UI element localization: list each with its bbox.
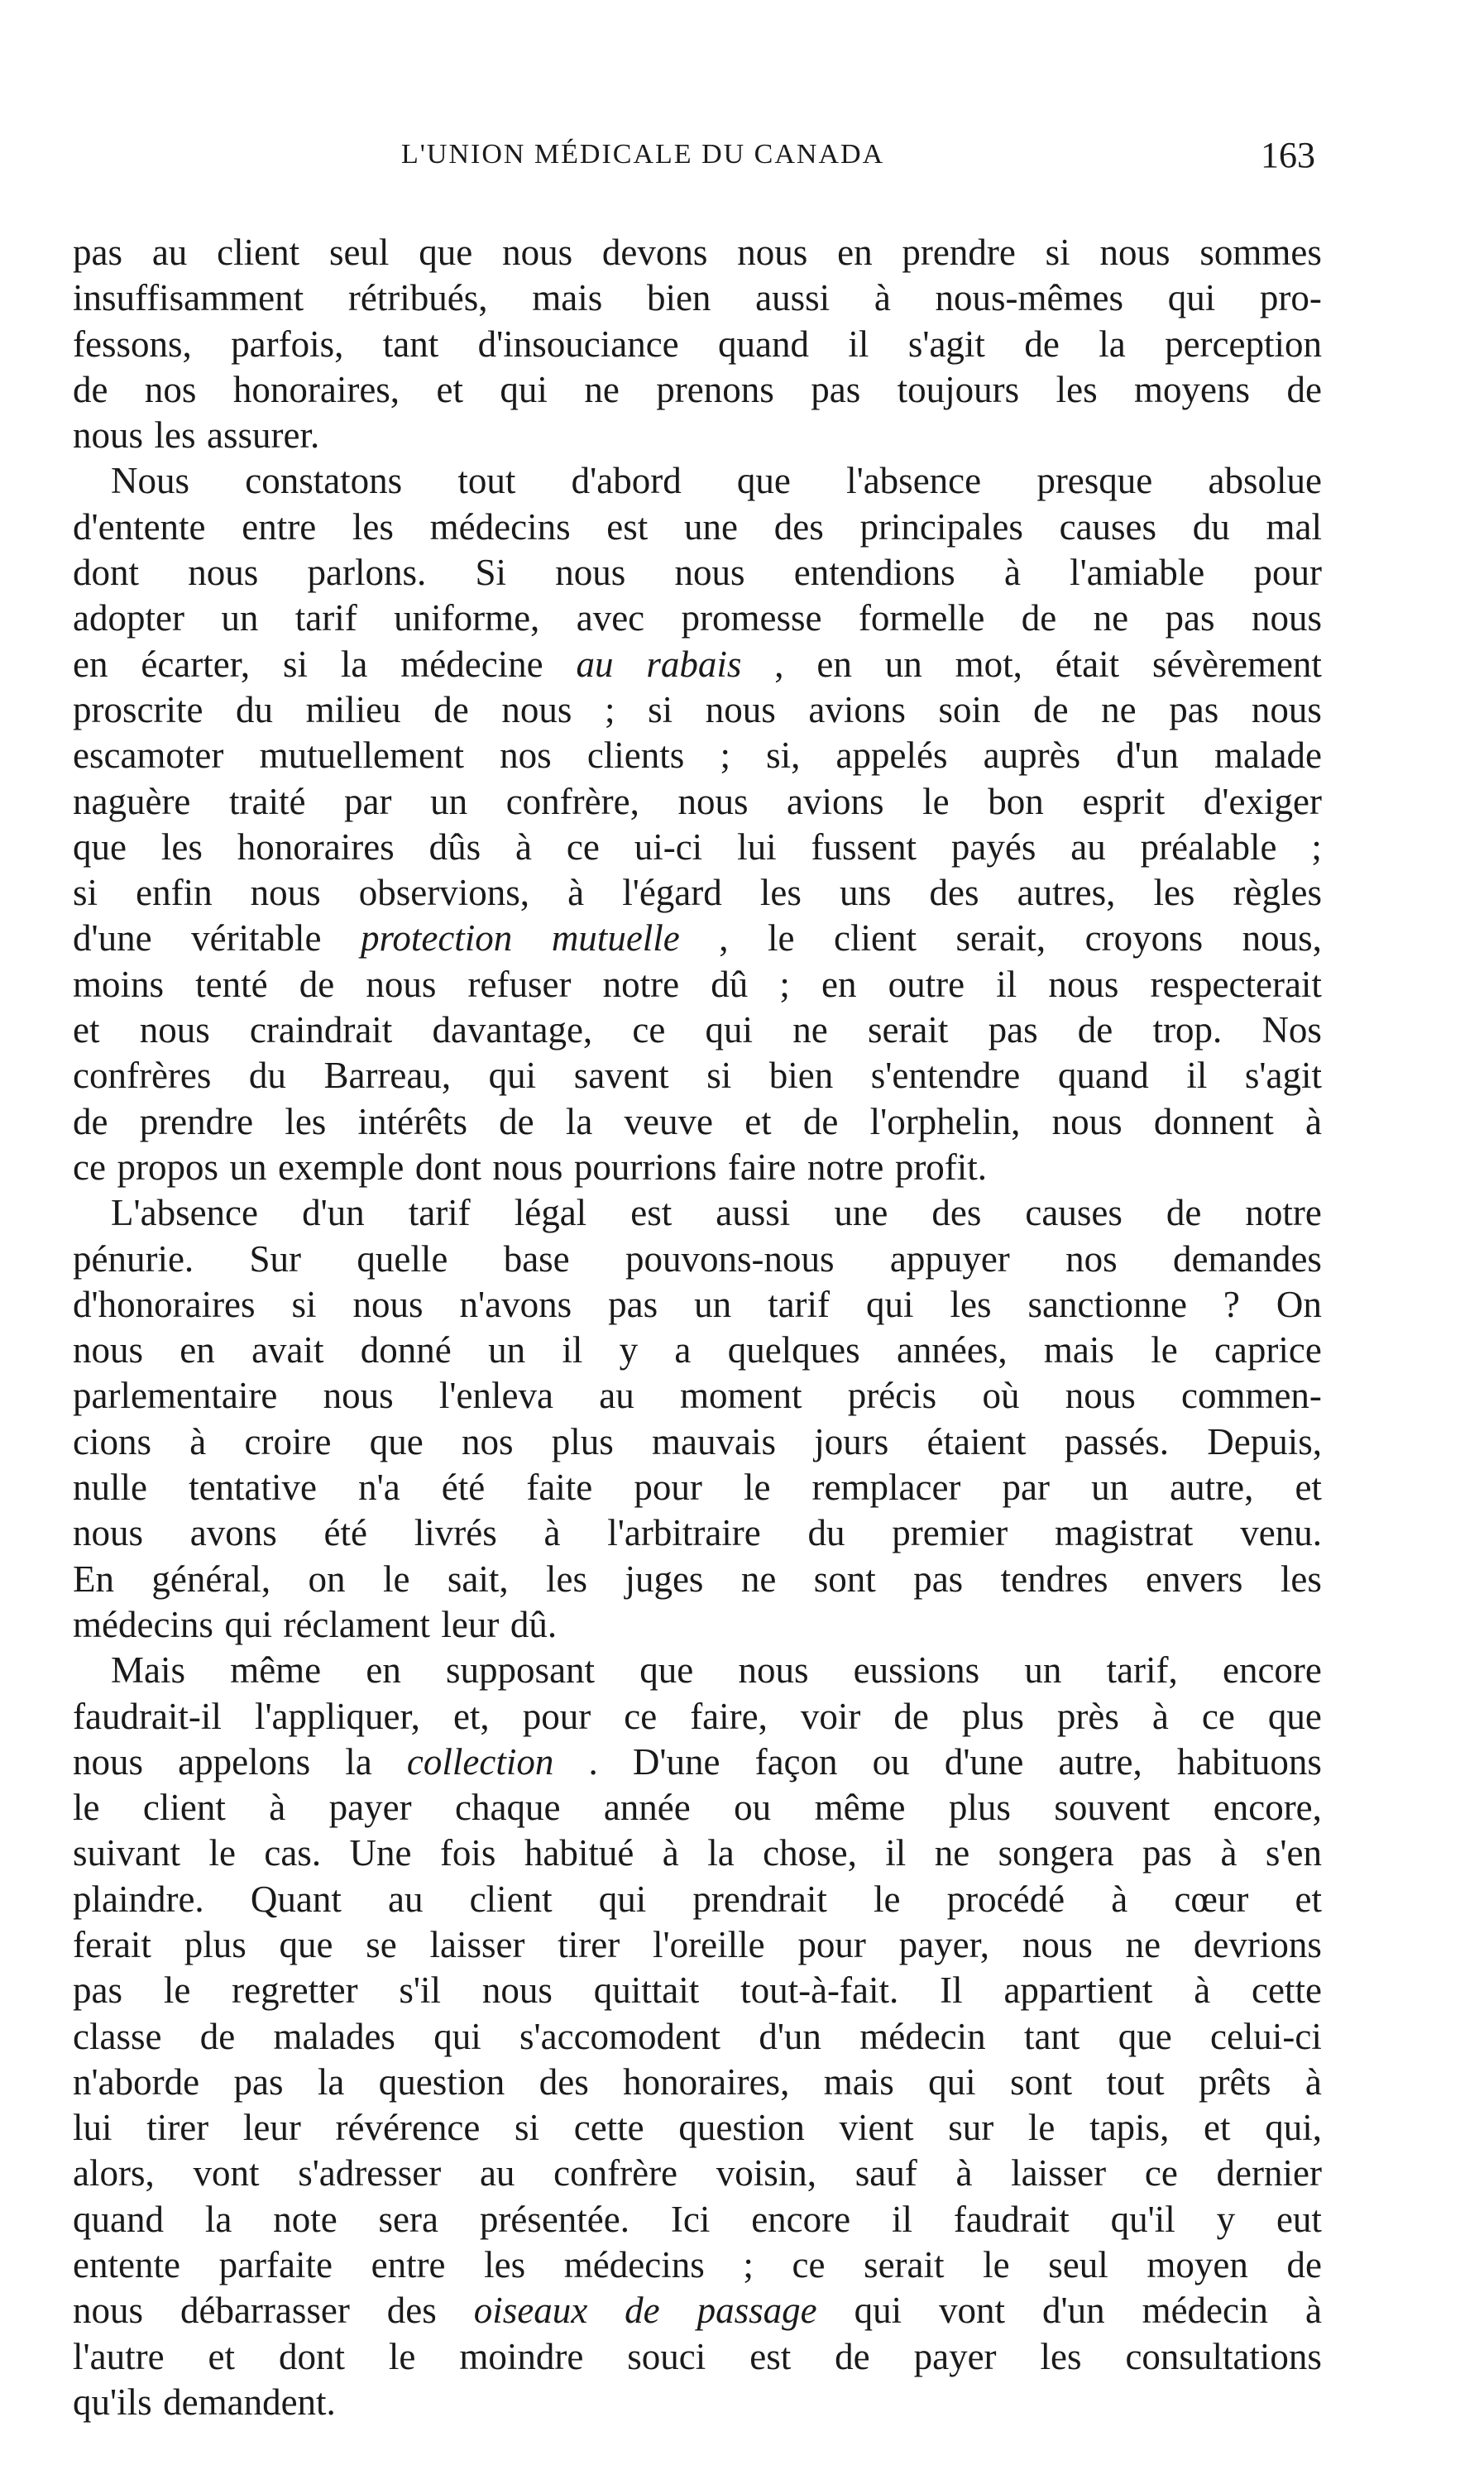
text-line: L'absence d'un tarif légal est aussi une des causes de notre	[111, 1192, 1322, 1234]
text-line: d'honoraires si nous n'avons pas un tarif qui les sanctionne ? On	[73, 1283, 1322, 1325]
text-line: confrères du Barreau, qui savent si bien s'entendre quand il s'agit	[73, 1055, 1322, 1097]
text-line: adopter un tarif uniforme, avec promesse formelle de ne pas nous	[73, 597, 1322, 639]
page-header	[74, 135, 1315, 189]
text-line: ce propos un exemple dont nous pourrions faire notre profit.	[73, 1146, 988, 1188]
text-line: pénurie. Sur quelle base pouvons-nous appuyer nos demandes	[73, 1237, 1322, 1280]
text-line: nulle tentative n'a été faite pour le remplacer par un autre, et	[73, 1467, 1322, 1509]
text-line: que les honoraires dûs à ce ui-ci lui fussent payés au préalable ;	[73, 826, 1322, 868]
text-line: d'une véritable protection mutuelle , le client serait, croyons nous,	[73, 917, 1322, 960]
text-line: entente parfaite entre les médecins ; ce serait le seul moyen de	[73, 2244, 1322, 2286]
text-line: Mais même en supposant que nous eussions un tarif, encore	[111, 1649, 1322, 1692]
text-line: suivant le cas. Une fois habitué à la chose, il ne songera pas à s'en	[73, 1832, 1322, 1874]
text-line: ferait plus que se laisser tirer l'oreille pour payer, nous ne devrions	[73, 1923, 1322, 1965]
running-title: L'UNION MÉDICALE DU CANADA	[401, 139, 885, 170]
text-line: nous appelons la collection . D'une façon ou d'une autre, habituons	[73, 1740, 1322, 1783]
text-line: escamoter mutuellement nos clients ; si, appelés auprès d'un malade	[73, 735, 1322, 777]
text-line: faudrait-il l'appliquer, et, pour ce faire, voir de plus près à ce que	[73, 1695, 1322, 1737]
text-line: pas le regretter s'il nous quittait tout-à-fait. Il appartient à cette	[73, 1969, 1322, 2012]
text-line: médecins qui réclament leur dû.	[73, 1603, 558, 1645]
text-line: et nous craindrait davantage, ce qui ne serait pas de trop. Nos	[73, 1009, 1322, 1051]
text-line: n'aborde pas la question des honoraires, mais qui sont tout prêts à	[73, 2060, 1322, 2103]
text-line: en écarter, si la médecine au rabais , en un mot, était sévèrement	[73, 643, 1322, 685]
text-line: l'autre et dont le moindre souci est de payer les consultations	[73, 2335, 1322, 2377]
text-line: dont nous parlons. Si nous nous entendions à l'amiable pour	[73, 552, 1322, 594]
text-line: lui tirer leur révérence si cette question vient sur le tapis, et qui,	[73, 2107, 1322, 2149]
text-line: nous les assurer.	[73, 414, 320, 457]
text-line: nous avons été livrés à l'arbitraire du premier magistrat venu.	[73, 1512, 1322, 1554]
text-line: proscrite du milieu de nous ; si nous avions soin de ne pas nous	[73, 688, 1322, 730]
text-line: alors, vont s'adresser au confrère voisin, sauf à laisser ce dernier	[73, 2152, 1322, 2194]
text-line: qu'ils demandent.	[73, 2381, 336, 2423]
text-line: nous en avait donné un il y a quelques années, mais le caprice	[73, 1329, 1322, 1371]
text-line: nous débarrasser des oiseaux de passage qui vont d'un médecin à	[73, 2290, 1322, 2332]
text-line: Nous constatons tout d'abord que l'absence presque absolue	[111, 460, 1322, 502]
page-number: 163	[1261, 135, 1315, 175]
text-line: moins tenté de nous refuser notre dû ; en outre il nous respecterait	[73, 963, 1322, 1005]
text-line: plaindre. Quant au client qui prendrait le procédé à cœur et	[73, 1878, 1322, 1920]
text-line: le client à payer chaque année ou même plus souvent encore,	[73, 1787, 1322, 1829]
text-line: de prendre les intérêts de la veuve et de l'orphelin, nous donnent à	[73, 1100, 1322, 1142]
text-line: si enfin nous observions, à l'égard les uns des autres, les règles	[73, 872, 1322, 914]
text-line: fessons, parfois, tant d'insouciance quand il s'agit de la perception	[73, 323, 1322, 365]
text-line: pas au client seul que nous devons nous en prendre si nous sommes	[73, 232, 1322, 273]
text-line: En général, on le sait, les juges ne sont pas tendres envers les	[73, 1558, 1322, 1600]
text-line: parlementaire nous l'enleva au moment précis où nous commen-	[73, 1375, 1322, 1417]
text-line: d'entente entre les médecins est une des principales causes du mal	[73, 505, 1322, 548]
text-line: de nos honoraires, et qui ne prenons pas toujours les moyens de	[73, 368, 1322, 410]
body-text	[73, 230, 1322, 2425]
text-line: naguère traité par un confrère, nous avions le bon esprit d'exiger	[73, 780, 1322, 822]
text-line: quand la note sera présentée. Ici encore il faudrait qu'il y eut	[73, 2198, 1322, 2240]
text-line: cions à croire que nos plus mauvais jours étaient passés. Depuis,	[73, 1420, 1322, 1462]
text-line: classe de malades qui s'accomodent d'un médecin tant que celui-ci	[73, 2015, 1322, 2057]
text-line: insuffisamment rétribués, mais bien aussi à nous-mêmes qui pro-	[73, 277, 1322, 319]
